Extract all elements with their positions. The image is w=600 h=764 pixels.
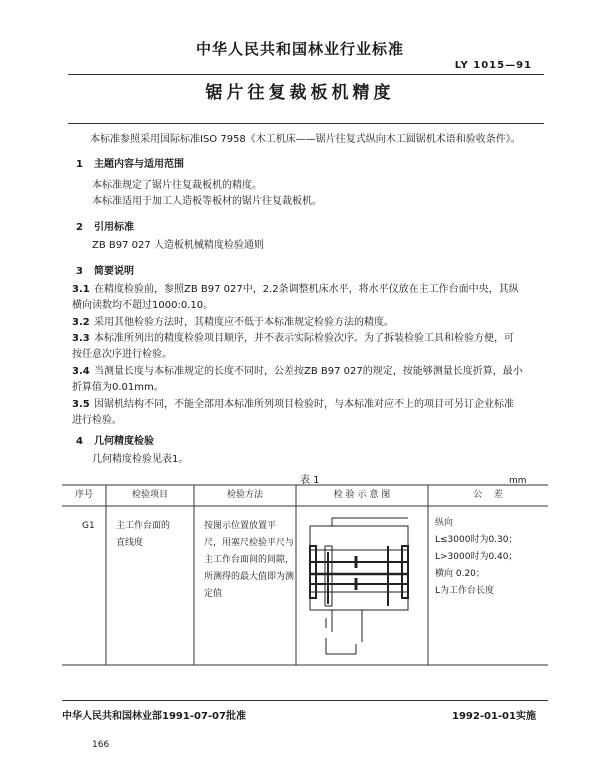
row-method-line: 所测得的最大值即为测 bbox=[204, 572, 295, 582]
issuer-line: 中华人民共和国林业部1991-07-07批准 bbox=[62, 711, 246, 722]
org-title: 中华人民共和国林业行业标准 bbox=[195, 40, 404, 58]
tolerance-line: L为工作台长度 bbox=[435, 586, 495, 596]
section-1-number: 1 bbox=[76, 159, 83, 170]
section-4-line: 几何精度检验见表1。 bbox=[92, 454, 189, 465]
document-title: 锯片往复裁板机精度 bbox=[205, 83, 395, 103]
clause-text: 采用其他检验方法时，其精度应不低于本标准规定检验方法的精度。 bbox=[94, 317, 394, 328]
row-method-line: 尺，用塞尺检验平尺与 bbox=[204, 538, 295, 548]
clause-text: 在精度检验前，参照ZB B97 027中，2.2条调整机床水平，将水平仪放在主工作台面中央，其纵 bbox=[94, 284, 519, 295]
section-4-title: 几何精度检验 bbox=[94, 436, 154, 447]
section-2-title: 引用标准 bbox=[94, 222, 134, 233]
section-1-line: 本标准适用于加工人造板等板材的锯片往复裁板机。 bbox=[92, 196, 322, 207]
table-unit: mm bbox=[509, 476, 527, 486]
implementation-date: 1992-01-01实施 bbox=[452, 711, 536, 722]
row-method-line: 按图示位置放置平 bbox=[204, 521, 277, 531]
section-1-line: 本标准规定了锯片往复裁板机的精度。 bbox=[92, 180, 262, 191]
tolerance-line: L≤3000时为0.30； bbox=[435, 535, 518, 545]
standard-code: LY 1015—91 bbox=[454, 60, 532, 71]
footer-rule bbox=[62, 700, 548, 701]
row-item-line: 主工作台面的 bbox=[116, 521, 171, 531]
header-method: 检验方法 bbox=[226, 490, 263, 500]
clause-text: 因锯机结构不同，不能全部用本标准所列项目检验时，与本标准对应不上的项目可另订企业标准 bbox=[94, 399, 514, 410]
section-2-number: 2 bbox=[76, 222, 83, 233]
clause-3-3-cont: 按任意次序进行检验。 bbox=[72, 349, 172, 360]
header-no: 序号 bbox=[74, 490, 93, 500]
tolerance-line: 纵向 bbox=[435, 518, 454, 528]
clause-number: 3.2 bbox=[72, 317, 90, 328]
tolerance-line: L>3000时为0.40； bbox=[435, 552, 518, 562]
clause-3-1-cont: 横向读数均不超过1000:0.10。 bbox=[72, 300, 214, 311]
clause-3-4-cont: 折算值为0.01mm。 bbox=[72, 382, 164, 393]
clause-number: 3.3 bbox=[72, 333, 90, 344]
section-1-title: 主题内容与适用范围 bbox=[94, 159, 184, 170]
row-item-line: 直线度 bbox=[116, 538, 144, 548]
clause-number: 3.4 bbox=[72, 366, 90, 377]
clause-number: 3.1 bbox=[72, 284, 90, 295]
inspection-diagram bbox=[296, 506, 428, 665]
section-3-title: 简要说明 bbox=[94, 266, 134, 277]
section-3-number: 3 bbox=[76, 266, 83, 277]
page-number: 166 bbox=[92, 740, 110, 750]
header-tolerance: 公 差 bbox=[473, 490, 503, 500]
tolerance-line: 横向 0.20； bbox=[435, 569, 485, 579]
row-method-line: 定值 bbox=[204, 589, 223, 599]
table-caption: 表 1 bbox=[300, 475, 320, 486]
row-method-line: 主工作台面间的间隙， bbox=[204, 555, 295, 565]
clause-number: 3.5 bbox=[72, 399, 90, 410]
section-4-number: 4 bbox=[76, 436, 83, 447]
row-no: G1 bbox=[82, 521, 95, 531]
header-item: 检验项目 bbox=[131, 490, 168, 500]
header-diagram: 检 验 示 意 图 bbox=[333, 490, 391, 500]
clause-text: 本标准所列出的精度检验项目顺序，并不表示实际检验次序。为了拆装检验工具和检验方便，可 bbox=[94, 333, 514, 344]
clause-text: 当测量长度与本标准规定的长度不同时，公差按ZB B97 027的规定，按能够测量长度折算，最小 bbox=[94, 366, 523, 377]
intro-paragraph: 本标准参照采用国际标准ISO 7958《木工机床——锯片往复式纵向木工圆锯机术语和验收条件》。 bbox=[90, 134, 521, 145]
section-2-line: ZB B97 027 人造板机械精度检验通则 bbox=[92, 240, 264, 251]
clause-3-5-cont: 进行检验。 bbox=[72, 415, 122, 426]
